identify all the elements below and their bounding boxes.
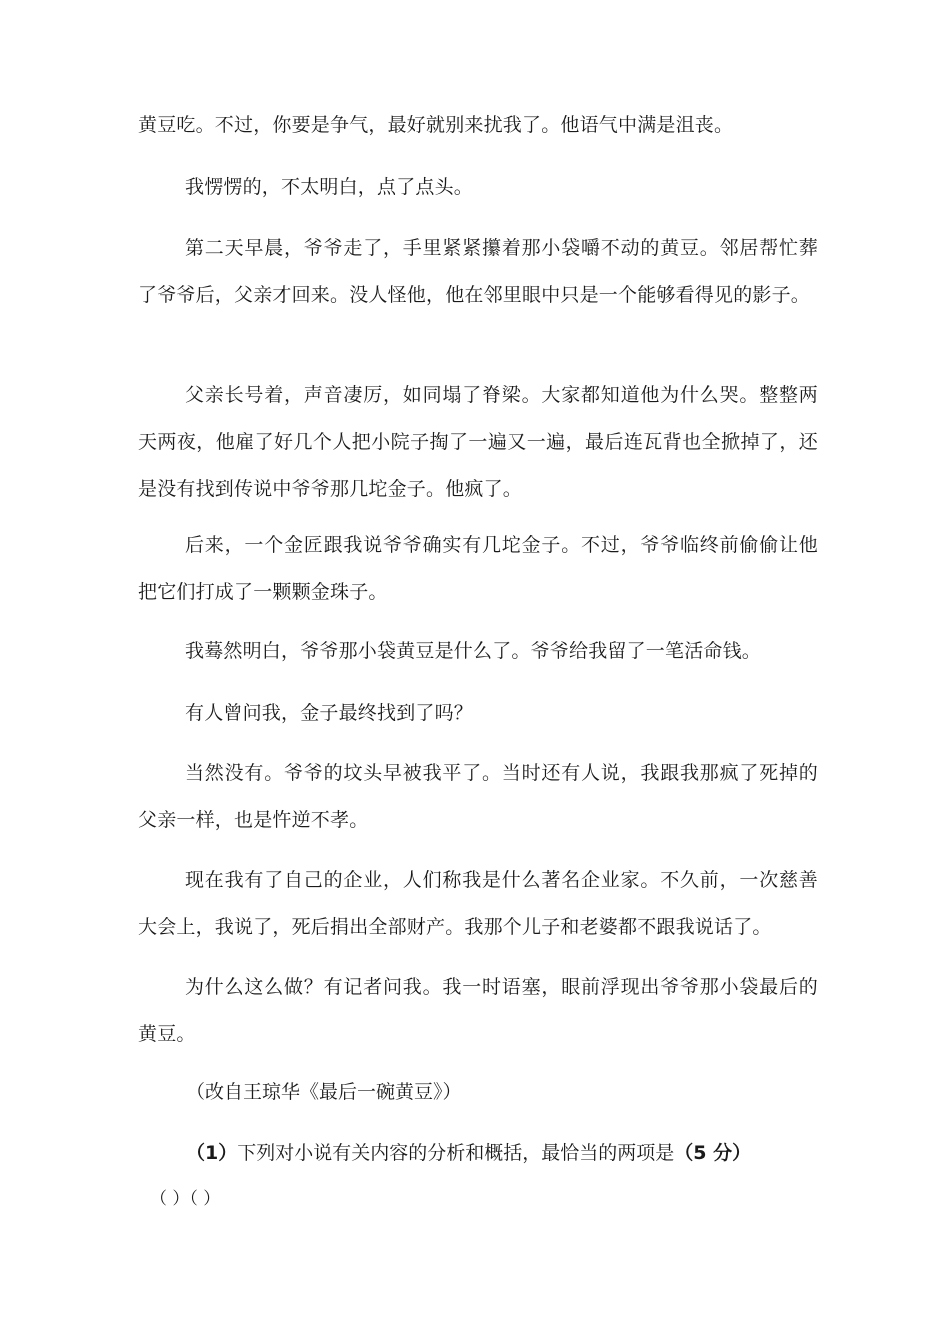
paragraph-9: 现在我有了自己的企业，人们称我是什么著名企业家。不久前，一次慈善大会上，我说了，死后捐出全部财产。我那个儿子和老婆都不跟我说话了。 bbox=[138, 869, 818, 938]
paragraph-10: 为什么这么做？有记者问我。我一时语塞，眼前浮现出爷爷那小袋最后的黄豆。 bbox=[138, 976, 818, 1045]
paragraph-7: 有人曾问我，金子最终找到了吗？ bbox=[185, 702, 474, 724]
paragraph-1: 黄豆吃。不过，你要是争气，最好就别来扰我了。他语气中满是沮丧。 bbox=[138, 114, 734, 136]
answer-blanks: （ ）（ ） bbox=[150, 1189, 221, 1209]
paragraph-8: 当然没有。爷爷的坟头早被我平了。当时还有人说，我跟我那疯了死掉的父亲一样，也是忤逆不孝。 bbox=[138, 762, 818, 831]
paragraph-4: 父亲长号着，声音凄厉，如同塌了脊梁。大家都知道他为什么哭。整整两天两夜，他雇了好几个人把小院子掏了一遍又一遍，最后连瓦背也全掀掉了，还是没有找到传说中爷爷那几坨金子。他疯了。 bbox=[138, 384, 818, 500]
source-citation: （改自王琼华《最后一碗黄豆》） bbox=[186, 1081, 462, 1103]
paragraph-2: 我愣愣的，不太明白，点了点头。 bbox=[185, 176, 474, 198]
paragraph-3: 第二天早晨，爷爷走了，手里紧紧攥着那小袋嚼不动的黄豆。邻居帮忙葬了爷爷后，父亲才回来。没人怪他，他在邻里眼中只是一个能够看得见的影子。 bbox=[138, 237, 818, 306]
paragraph-5: 后来，一个金匠跟我说爷爷确实有几坨金子。不过，爷爷临终前偷偷让他把它们打成了一颗颗金珠子。 bbox=[138, 534, 818, 603]
question-number: （1） bbox=[186, 1142, 238, 1164]
question-text: 下列对小说有关内容的分析和概括，最恰当的两项是 bbox=[237, 1142, 675, 1164]
question-score: （5 分） bbox=[674, 1142, 752, 1164]
question-1 bbox=[186, 1138, 751, 1168]
paragraph-6: 我蓦然明白，爷爷那小袋黄豆是什么了。爷爷给我留了一笔活命钱。 bbox=[185, 640, 762, 662]
